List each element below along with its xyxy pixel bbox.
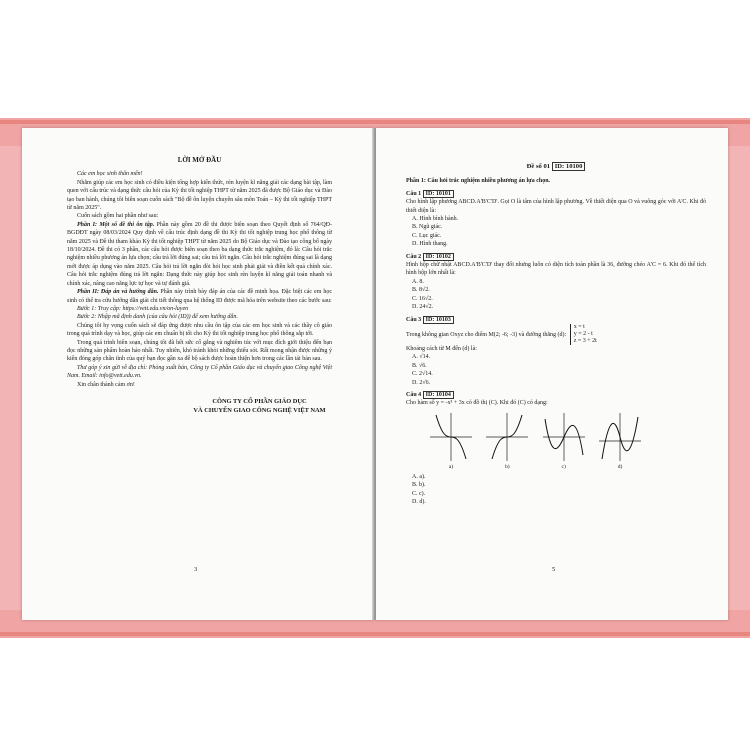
company-line-2: VÀ CHUYỂN GIAO CÔNG NGHỆ VIỆT NAM (193, 406, 326, 414)
question-3-option-b: B. √6. (412, 362, 427, 369)
question-id: ID: 10102 (423, 253, 454, 261)
part1-paragraph (67, 221, 332, 288)
right-page-number: 5 (552, 566, 556, 573)
section-heading: Phần 1: Câu hỏi trắc nghiệm nhiều phương án lựa chọn. (406, 178, 551, 185)
bottom-stripe (0, 632, 750, 636)
closing-paragraph-2: Trong quá trình biên soạn, chúng tôi đã hết sức cố gắng và nghiêm túc với mục đích giới thiệu đến bạn đọc những sản phẩm hoàn hảo nhất. Tuy nhiên, khó tránh khỏi những thiếu sót. Rất mong nhận được những ý kiến đóng góp chân tình của quý bạn đọc gần xa để bộ sách được hoàn thiện hơn trong các lần tái bản sau. (67, 339, 332, 363)
graph-b-plot (484, 411, 530, 463)
part2-text: Phần này trình bày đáp án của các đề minh họa. Đặc biệt các em học sinh có thể tra cứu hướng dẫn giải chi tiết thông qua hệ thống ID được mã hóa trên website theo các bước sau: (67, 289, 332, 304)
graph-b-label: b) (505, 463, 510, 470)
graph-c-label: c) (561, 463, 566, 470)
question-1-option-a: A. Hình bình hành. (412, 216, 459, 223)
question-1-option-b: B. Ngũ giác. (412, 224, 443, 231)
question-1-option-d: D. Hình thang. (412, 241, 448, 248)
question-2-option-b: B. 8√2. (412, 287, 430, 294)
step-1: Bước 1: Truy cập: https://vett.edu.vn/on-luyen (77, 305, 189, 312)
part2-paragraph (67, 288, 332, 305)
question-2-header (406, 253, 706, 261)
question-4-option-c: C. c). (412, 490, 426, 497)
question-3-header (406, 316, 706, 324)
graph-b (484, 411, 530, 471)
part1-text: Phần này gồm 20 đề thi được biên soạn theo Quyết định số 764/QĐ-BGDĐT ngày 08/03/2024 Quy định về cấu trúc định dạng đề thi Kỳ thi tốt nghiệp trung học phổ thông từ năm 2025 và Đề thi tham khảo Kỳ thi tốt nghiệp THPT từ năm 2025 do Bộ Giáo dục và Đào tạo công bố ngày 18/10/2024. Đề thi có 3 phần, các câu hỏi được biên soạn theo ba dạng thức trắc nghiệm, đó là: Câu hỏi trắc nghiệm nhiều phương án lựa chọn; câu trả lời đúng sai; câu trả lời ngắn. Câu hỏi trắc nghiệm đúng sai là dạng mới được áp dụng vào năm 2025. Câu hỏi trả lời ngắn đòi hỏi học sinh phải giải và điền kết quả chính xác. Câu hỏi trắc nghiệm đúng trả lời ngắn: Dạng thức này giúp học sinh rèn luyện kĩ năng giải toán nhanh và chính xác, nâng cao năng lực tự học và tự đánh giá. (67, 221, 332, 287)
graph-d-plot (597, 411, 643, 463)
exam-id: ID: 10100 (552, 162, 586, 171)
company-signature (187, 397, 332, 415)
question-4-text: Cho hàm số y = -x³ + 3x có đồ thị (C). Khi đó (C) có dạng: (406, 400, 548, 407)
question-id: ID: 10103 (423, 316, 454, 324)
equation-z: z = 3 + 2t (573, 337, 597, 344)
question-4-header (406, 391, 706, 399)
right-page (376, 128, 728, 620)
question-label: Câu 3 (406, 316, 422, 323)
question-2-option-c: C. 16√2. (412, 295, 433, 302)
top-stripe (0, 120, 750, 124)
question-id: ID: 10101 (423, 190, 454, 198)
exam-content (406, 163, 706, 506)
intro-paragraph: Nhằm giúp các em học sinh có điều kiện tổng hợp kiến thức, rèn luyện kĩ năng giải các dạng bài tập, làm quen với cấu trúc và dạng thức câu hỏi của Kỳ thi tốt nghiệp THPT từ năm 2025 đã được Bộ Giáo dục và Đào tạo ban hành, chúng tôi biên soạn cuốn sách "Bộ đề ôn luyện chuyên sâu môn Toán – Kỳ thi tốt nghiệp THPT từ năm 2025". (67, 179, 332, 212)
graph-c-plot (541, 411, 587, 463)
question-1-header (406, 190, 706, 198)
question-2-text: Hình hộp chữ nhật ABCD.A'B'C'D' thay đổi nhưng luôn có diện tích toàn phần là 36, đường chéo A'C = 6. Khi đó thể tích hình hộp lớn nhất là: (406, 262, 706, 277)
question-2-option-a: A. 8. (412, 278, 424, 285)
preface (67, 156, 332, 415)
question-3-text (406, 324, 706, 345)
question-3-prompt: Khoảng cách từ M đến (d) là: (406, 345, 477, 352)
step-2: Bước 2: Nhập mã định danh (của câu hỏi (ID)) để xem hướng dẫn. (77, 314, 238, 321)
exam-title (406, 163, 706, 171)
equation-y: y = 2 - t (573, 330, 593, 337)
question-4-option-b: B. b). (412, 482, 426, 489)
preface-title: LỜI MỞ ĐẦU (177, 156, 222, 164)
structure-note: Cuốn sách gồm hai phần như sau: (77, 213, 159, 220)
question-1-option-c: C. Lục giác. (412, 232, 442, 239)
part1-label: Phần I: Một số đề thi ôn tập. (77, 221, 155, 228)
part2-label: Phần II: Đáp án và hướng dẫn. (77, 289, 159, 296)
cubic-graph-choices (428, 411, 643, 471)
question-3-stem: Trong không gian Oxyz cho điểm M(2; -6; -3) và đường thẳng (d): (406, 331, 567, 338)
question-4-option-d: D. d). (412, 498, 426, 505)
graph-a-label: a) (448, 463, 454, 470)
question-label: Câu 2 (406, 253, 422, 260)
question-2-option-d: D. 24√2. (412, 304, 434, 311)
question-id: ID: 10104 (423, 391, 454, 399)
question-label: Câu 4 (406, 391, 422, 398)
question-1-text: Cho hình lập phương ABCD.A'B'C'D'. Gọi O là tâm của hình lập phương. Về thiết diện qua O và vuông góc với A'C. Khi đó thiết diện là: (406, 199, 706, 214)
closing-paragraph-1: Chúng tôi hy vọng cuốn sách sẽ đáp ứng được nhu cầu ôn tập của các em học sinh và các thầy cô giáo trong quá trình dạy và học, giúp các em chuẩn bị tốt cho Kỳ thi tốt nghiệp trung học phổ thông sắp tới. (67, 322, 332, 338)
question-label: Câu 1 (406, 190, 422, 197)
open-book (22, 128, 728, 620)
graph-c (541, 411, 587, 471)
question-3-option-a: A. √14. (412, 354, 431, 361)
question-4-option-a: A. a). (412, 473, 426, 480)
exam-number: Đề số 01 (526, 163, 551, 170)
line-equation-system (570, 324, 597, 345)
question-3-option-c: C. 2√14. (412, 371, 433, 378)
graph-d (597, 411, 643, 471)
greeting: Các em học sinh thân mến! (77, 171, 143, 178)
graph-d-label: d) (617, 463, 623, 470)
equation-x: x = t (573, 323, 585, 330)
contact-info: Thư góp ý xin gửi về địa chỉ: Phòng xuất bản, Công ty Cổ phần Giáo dục và chuyển giao Công nghệ Việt Nam. Email: info@vett.edu.vn. (67, 364, 332, 380)
graph-a (428, 411, 474, 471)
company-line-1: CÔNG TY CỔ PHẦN GIÁO DỤC (212, 397, 307, 405)
thanks: Xin chân thành cảm ơn! (77, 381, 135, 388)
graph-a-plot (428, 411, 474, 463)
question-3-option-d: D. 2√6. (412, 379, 431, 386)
left-page-number: 3 (194, 566, 198, 573)
left-page (22, 128, 374, 620)
